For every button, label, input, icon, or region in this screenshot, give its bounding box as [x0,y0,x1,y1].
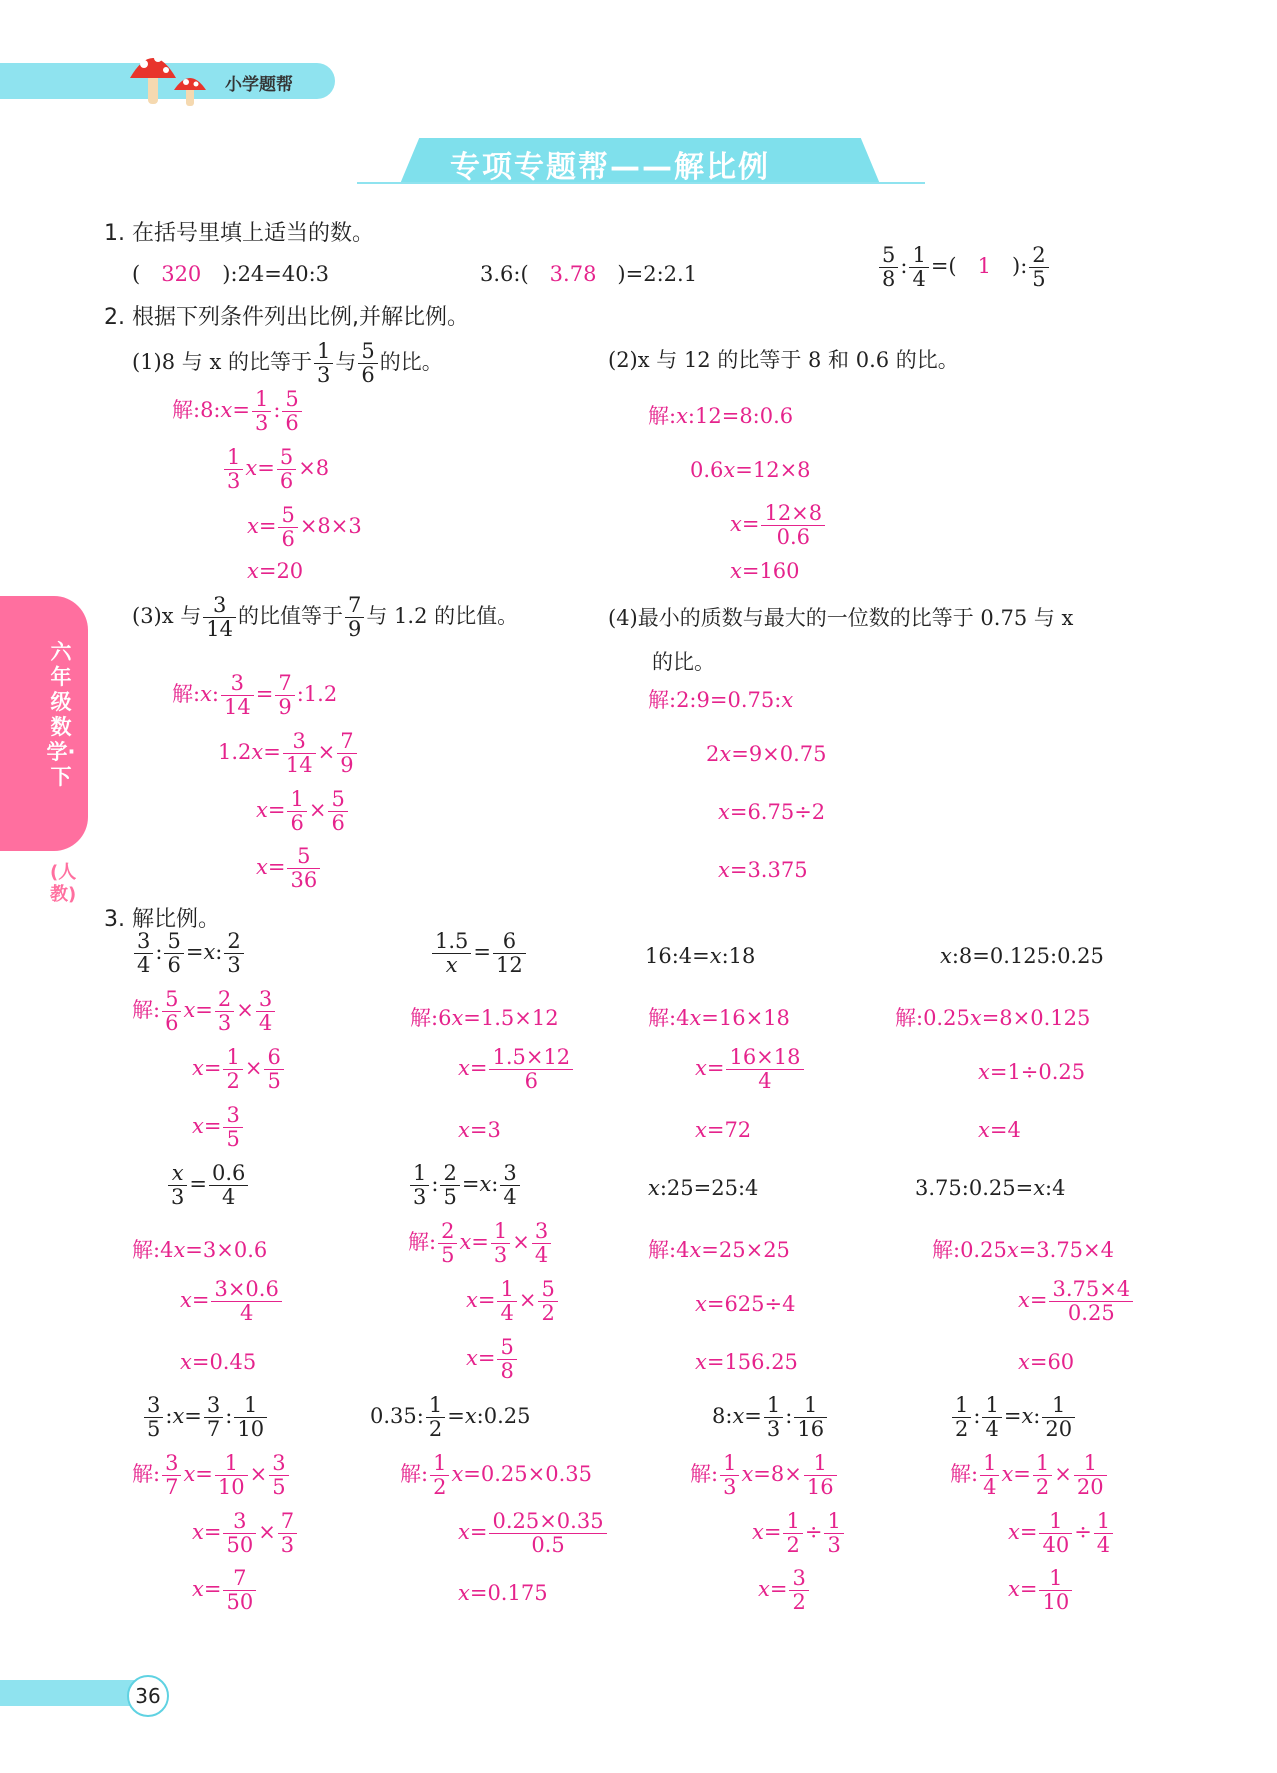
q3-s11-2: x= $\frac{1}{2}$ ÷ $\frac{1}{3}$ [752,1510,846,1557]
q3-s12-1: 解: $\frac{1}{4}$ x= $\frac{1}{2}$ × $\frac{1}{20}$ [950,1452,1109,1499]
q2-1-step4: x=20 [247,559,304,583]
q2-1-step1: 解:8:x= $\frac{1}{3}$ : $\frac{5}{6}$ [172,388,304,435]
q3-s10-3: x=0.175 [458,1581,548,1605]
q2-4-step3: x=6.75÷2 [718,800,826,824]
q3-p12: $\frac{1}{2}$ : $\frac{1}{4}$ =x: $\frac{1}{20}$ [950,1394,1077,1441]
q3-s3-1: 解:4x=16×18 [648,1006,790,1030]
q2-1-step3: x= $\frac{5}{6}$ ×8×3 [247,503,362,552]
q1-answer2: 3.78 [549,262,597,286]
q3-s8-3: x=60 [1018,1350,1075,1374]
q2-1-step2: $\frac{1}{3}$ x= $\frac{5}{6}$ ×8 [222,446,329,493]
q3-s11-1: 解: $\frac{1}{3}$ x=8× $\frac{1}{16}$ [690,1452,839,1499]
q3-s1-1: 解: $\frac{5}{6}$ x= $\frac{2}{3}$ × $\frac{3}{4}$ [132,988,277,1035]
q2-4-step2: 2x=9×0.75 [706,742,827,766]
q1-item3: $\frac{5}{8}$ : $\frac{1}{4}$ =( 1 ): $\frac{2}{5}$ [877,244,1051,291]
q3-s3-2: x= $\frac{16\times 18}{4}$ [695,1046,806,1093]
q1-answer3: 1 [977,254,991,279]
q2-4-step1: 解:2:9=0.75:x [648,688,794,712]
q2-problem1-text: (1)8 与 x 的比等于 [132,350,312,375]
q2-3-step2: 1.2x= $\frac{3}{14}$ × $\frac{7}{9}$ [218,730,359,777]
q3-s11-3: x= $\frac{3}{2}$ [758,1567,811,1614]
q3-p11: 8:x= $\frac{1}{3}$ : $\frac{1}{16}$ [712,1394,829,1441]
q3-s10-1: 解: $\frac{1}{2}$ x=0.25×0.35 [400,1451,593,1500]
q3-s9-1: 解: $\frac{3}{7}$ x= $\frac{1}{10}$ × $\frac{3}{5}$ [132,1452,291,1499]
q1-answer1: 320 [161,262,202,286]
q3-s7-2: x=625÷4 [695,1292,796,1316]
q3-s6-1: 解: $\frac{2}{5}$ x= $\frac{1}{3}$ × $\frac{3}{4}$ [408,1220,553,1267]
q2-problem1: (1)8 与 x 的比等于 $\frac{1}{3}$ 与 $\frac{5}{6}$ 的比。 [132,339,443,388]
q3-s2-2: x= $\frac{1.5\times 12}{6}$ [458,1046,575,1093]
q3-p5: $\frac{x}{3}$ = $\frac{0.6}{4}$ [166,1162,250,1209]
q3-s7-3: x=156.25 [695,1350,798,1374]
q3-s7-1: 解:4x=25×25 [648,1238,790,1262]
q3-title: 3. 解比例。 [104,907,220,932]
q3-s4-3: x=4 [978,1118,1021,1142]
q3-s2-3: x=3 [458,1118,501,1142]
q3-s9-2: x= $\frac{3}{50}$ × $\frac{7}{3}$ [192,1510,299,1557]
q2-problem3: (3)x 与 $\frac{3}{14}$ 的比值等于 $\frac{7}{9}$ 与 1.2 的比值。 [132,593,519,642]
q3-s6-3: x= $\frac{5}{8}$ [466,1336,519,1383]
q3-s5-3: x=0.45 [180,1350,257,1374]
q1-title: 1. 在括号里填上适当的数。 [104,221,374,246]
q3-s1-3: x= $\frac{3}{5}$ [192,1104,245,1151]
q3-p10: 0.35: $\frac{1}{2}$ =x:0.25 [370,1393,531,1442]
q3-s3-3: x=72 [695,1118,752,1142]
q1-item1: ( 320 ):24=40:3 [132,262,330,286]
q3-p9: $\frac{3}{5}$ :x= $\frac{3}{7}$ : $\frac{1}{10}$ [142,1394,269,1441]
mushroom-icon [128,44,218,110]
q3-s2-1: 解:6x=1.5×12 [410,1006,559,1030]
q3-s6-2: x= $\frac{1}{4}$ × $\frac{5}{2}$ [466,1278,560,1325]
q3-s5-1: 解:4x=3×0.6 [132,1238,268,1262]
q2-2-step4: x=160 [730,559,800,583]
q2-4-step4: x=3.375 [718,858,808,882]
q3-p3: 16:4=x:18 [645,944,756,968]
brand-name: 小学题帮 [225,75,293,95]
q2-problem4-line2: 的比。 [652,650,715,674]
q2-problem2: (2)x 与 12 的比等于 8 和 0.6 的比。 [608,348,959,372]
q3-s8-1: 解:0.25x=3.75×4 [932,1238,1114,1262]
q3-p1: $\frac{3}{4}$ : $\frac{5}{6}$ =x: $\frac{2}{3}$ [132,930,246,977]
q3-s10-2: x= $\frac{0.25\times 0.35}{0.5}$ [458,1510,609,1557]
q2-3-step3: x= $\frac{1}{6}$ × $\frac{5}{6}$ [256,788,350,835]
q3-p4: x:8=0.125:0.25 [940,944,1104,968]
footer-bar [0,1680,135,1706]
q2-3-step1: 解:x: $\frac{3}{14}$ = $\frac{7}{9}$ :1.2 [172,671,338,720]
grade-label: 六年级数学·下 [46,640,76,789]
q3-s8-2: x= $\frac{3.75\times 4}{0.25}$ [1018,1278,1135,1325]
page-title: 专项专题帮——解比例 [450,150,770,185]
q3-p6: $\frac{1}{3}$ : $\frac{2}{5}$ =x: $\frac{3}{4}$ [408,1162,522,1209]
q2-2-step1: 解:x:12=8:0.6 [648,404,794,428]
q3-s9-3: x= $\frac{7}{50}$ [192,1567,258,1614]
q3-s12-3: x= $\frac{1}{10}$ [1008,1567,1074,1614]
q2-3-step4: x= $\frac{5}{36}$ [256,845,322,892]
q3-s5-2: x= $\frac{3\times 0.6}{4}$ [180,1278,284,1325]
q2-problem3-text: (3)x 与 [132,604,202,629]
q3-p2: $\frac{1.5}{x}$ = $\frac{6}{12}$ [430,930,528,977]
q2-problem4-line1: (4)最小的质数与最大的一位数的比等于 0.75 与 x [608,606,1074,630]
q3-s4-2: x=1÷0.25 [978,1060,1086,1084]
q2-2-step3: x= $\frac{12\times 8}{0.6}$ [730,502,827,549]
q1-item2: 3.6:( 3.78 )=2:2.1 [480,262,698,286]
q3-s12-2: x= $\frac{1}{40}$ ÷ $\frac{1}{4}$ [1008,1510,1115,1557]
edition-label: (人教) [50,862,77,905]
page-number: 36 [127,1675,169,1717]
q2-2-step2: 0.6x=12×8 [690,458,811,482]
q3-s4-1: 解:0.25x=8×0.125 [895,1006,1091,1030]
q3-p7: x:25=25:4 [648,1176,759,1200]
q3-s1-2: x= $\frac{1}{2}$ × $\frac{6}{5}$ [192,1046,286,1093]
q2-title: 2. 根据下列条件列出比例,并解比例。 [104,305,469,330]
q3-p8: 3.75:0.25=x:4 [915,1176,1066,1200]
